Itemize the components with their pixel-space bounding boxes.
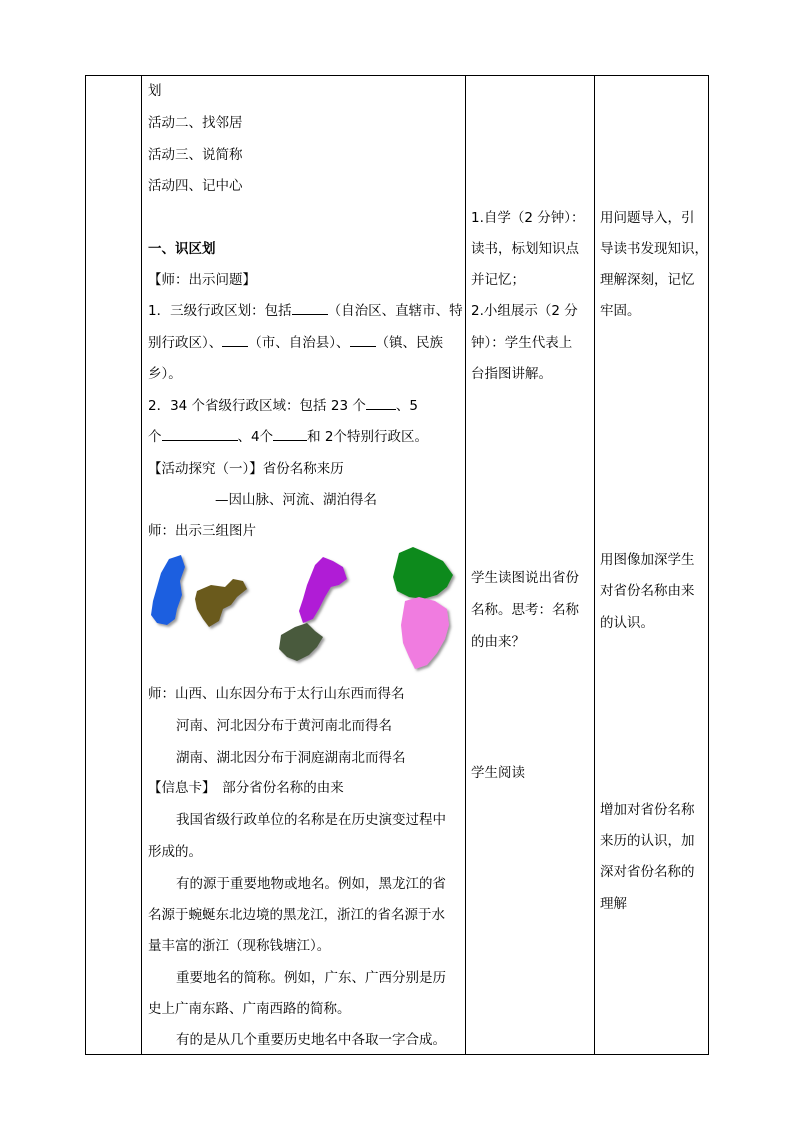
fill-blank: [162, 427, 238, 441]
activity-2: 活动二、找邻居: [148, 115, 243, 131]
paragraph-line: 有的是从几个重要历史地名中各取一字合成。: [176, 1032, 446, 1048]
question-2: [148, 396, 418, 416]
paragraph-line: 有的源于重要地物或地名。例如，黑龙江的省: [176, 876, 446, 892]
student-step: 台指图讲解。: [471, 366, 552, 382]
intent-line: 增加对省份名称: [600, 802, 695, 818]
student-step: 的由来？: [471, 634, 525, 650]
question-text: 、4个: [237, 429, 274, 445]
student-step: 钟）：学生代表上: [471, 335, 573, 351]
question-2-cont: [148, 427, 428, 447]
hubei-map-icon: [393, 547, 453, 599]
question-1-end: 乡）。: [148, 366, 182, 382]
teacher-show: 师：出示三组图片: [148, 523, 256, 539]
student-step: 学生读图说出省份: [471, 570, 579, 586]
intent-line: 导读书发现知识，: [600, 241, 708, 257]
teacher-explain-2: 河南、河北因分布于黄河南北而得名: [176, 718, 392, 734]
question-1-cont: [148, 333, 443, 353]
intent-line: 来历的认识，加: [600, 833, 695, 849]
student-step: 名称。思考：名称: [471, 602, 579, 618]
shandong-map-icon: [195, 579, 247, 627]
intent-line: 用图像加深学生: [600, 552, 695, 568]
student-step: 2.小组展示（2 分: [471, 303, 578, 319]
intent-line: 牢固。: [600, 303, 641, 319]
fill-blank: [292, 301, 328, 315]
fill-blank: [350, 333, 376, 347]
teacher-prompt: 【师：出示问题】: [148, 272, 256, 288]
hebei-map-icon: [299, 557, 347, 623]
hunan-map-icon: [401, 597, 449, 669]
question-text: 2．34 个省级行政区域：包括 23 个: [148, 398, 366, 414]
question-text: 、5: [395, 398, 418, 414]
fill-blank: [222, 333, 248, 347]
intent-line: 用问题导入，引: [600, 210, 695, 226]
intent-line: 深对省份名称的: [600, 864, 695, 880]
intent-line: 对省份名称由来: [600, 583, 695, 599]
student-step: 1.自学（2 分钟）：: [471, 210, 585, 226]
paragraph-line: 重要地名的简称。例如，广东、广西分别是历: [176, 970, 446, 986]
column-divider: [594, 76, 595, 1054]
activity-explore: 【活动探究（一）】省份名称来历: [148, 461, 344, 477]
question-text: （自治区、直辖市、特: [327, 303, 463, 319]
student-step: 学生阅读: [471, 765, 525, 781]
question-text: （镇、民族: [375, 335, 443, 351]
fill-blank: [366, 396, 396, 410]
province-maps: [147, 545, 459, 675]
column-divider: [141, 76, 142, 1054]
intent-line: 理解深刻，记忆: [600, 272, 695, 288]
intent-line: 理解: [600, 896, 627, 912]
activity-4: 活动四、记中心: [148, 178, 243, 194]
paragraph-line: 名源于蜿蜒东北边境的黑龙江，浙江的省名源于水: [148, 907, 445, 923]
teacher-explain-3: 湖南、湖北因分布于洞庭湖南北而得名: [176, 750, 406, 766]
question-text: 别行政区）、: [148, 335, 223, 351]
paragraph-line: 史上广南东路、广南西路的简称。: [148, 1001, 351, 1017]
teacher-explain-1: 师：山西、山东因分布于太行山东西而得名: [148, 686, 405, 702]
intent-line: 的认识。: [600, 615, 654, 631]
paragraph-line: 形成的。: [148, 844, 202, 860]
activity-3: 活动三、说简称: [148, 147, 243, 163]
text-line: 划: [148, 83, 162, 99]
student-step: 并记忆；: [471, 272, 525, 288]
column-divider: [465, 76, 466, 1054]
paragraph-line: 我国省级行政单位的名称是在历史演变过程中: [176, 812, 446, 828]
question-text: 和 2个特别行政区。: [307, 429, 428, 445]
shanxi-map-icon: [151, 555, 185, 625]
activity-explore-sub: —因山脉、河流、湖泊得名: [215, 492, 377, 508]
henan-map-icon: [279, 623, 323, 661]
question-text: 1．三级行政区划：包括: [148, 303, 292, 319]
fill-blank: [273, 427, 307, 441]
student-step: 读书，标划知识点: [471, 241, 579, 257]
section-heading: 一、识区划: [148, 241, 216, 257]
info-card-title: 【信息卡】 部分省份名称的由来: [148, 780, 344, 796]
paragraph-line: 量丰富的浙江（现称钱塘江）。: [148, 938, 331, 954]
question-text: （市、自治县）、: [248, 335, 350, 351]
question-text: 个: [148, 429, 162, 445]
question-1: [148, 301, 463, 321]
